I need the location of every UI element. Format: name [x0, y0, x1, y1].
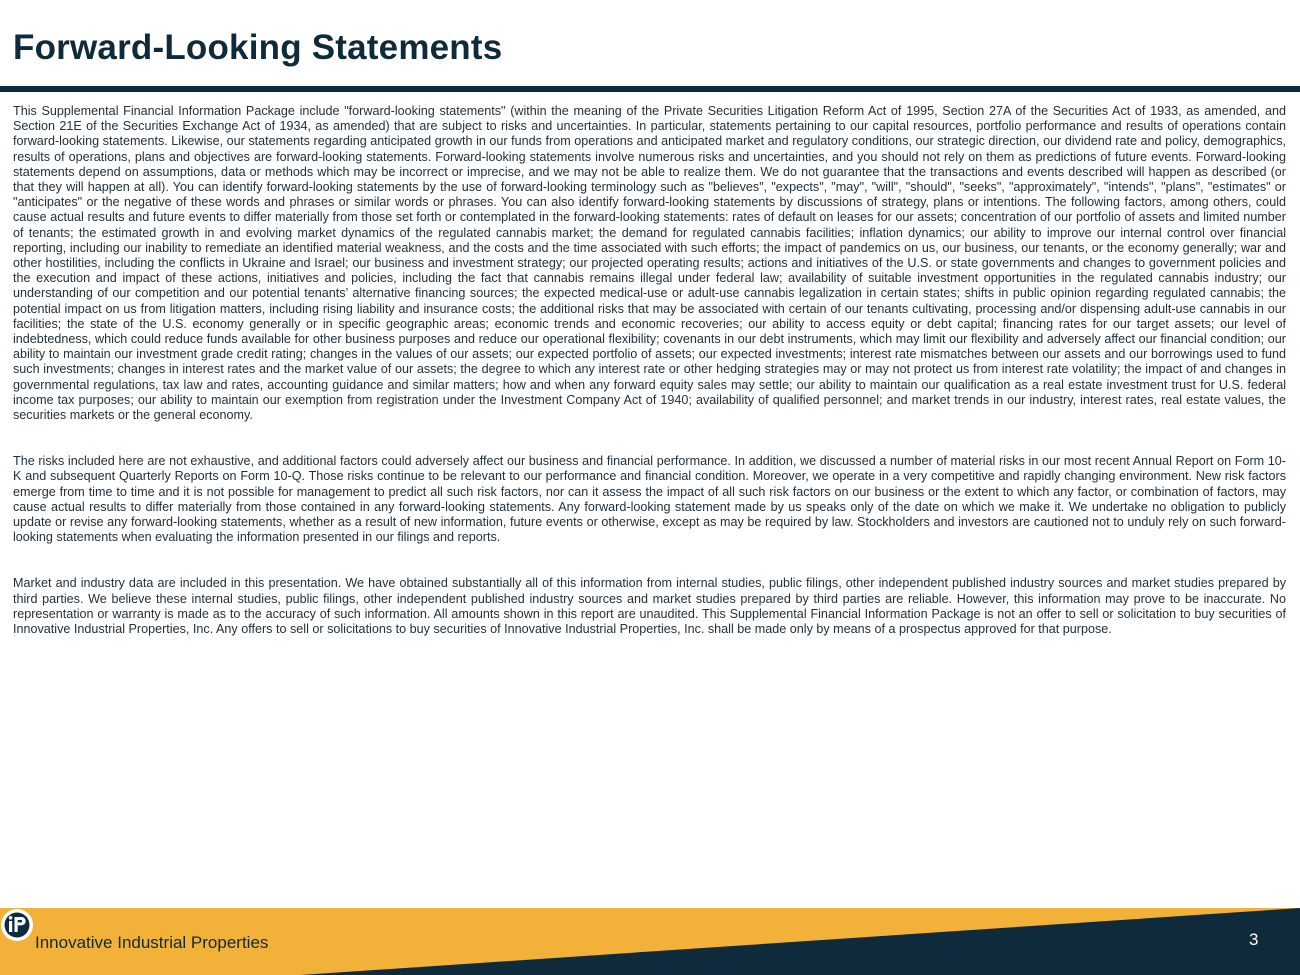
paragraph-risks: The risks included here are not exhaustive, and additional factors could adversely affect our business and financial performance. In addition, we discussed a number of material risks in our most recent Annual Report on Form 10-K and subsequent Quarterly Reports on Form 10-Q. Those risks continue to be relevant to our performance and financial condition. Moreover, we operate in a very competitive and rapidly changing environment. New risk factors emerge from time to time and it is not possible for management to predict all such risk factors, nor can it assess the impact of all such risk factors on our business or the extent to which any factor, or combination of factors, may cause actual results to differ materially from those contained in any forward-looking statements. Any forward-looking statement made by us speaks only of the date on which we make it. We undertake no obligation to publicly update or revise any forward-looking statements, whether as a result of new information, future events or otherwise, except as may be required by law. Stockholders and investors are cautioned not to unduly rely on such forward-looking statements when evaluating the information presented in our filings and reports.	[13, 454, 1286, 545]
paragraph-forward-looking: This Supplemental Financial Information Package include "forward-looking statements" (within the meaning of the Private Securities Litigation Reform Act of 1995, Section 27A of the Securities Act of 1933, as amended, and Section 21E of the Securities Exchange Act of 1934, as amended) that are subject to risks and uncertainties. In particular, statements pertaining to our capital resources, portfolio performance and results of operations contain forward-looking statements. Likewise, our statements regarding anticipated growth in our funds from operations and anticipated market and regulatory conditions, our strategic direction, our dividend rate and policy, demographics, results of operations, plans and objectives are forward-looking statements. Forward-looking statements involve numerous risks and uncertainties, and you should not rely on them as predictions of future events. Forward-looking statements depend on assumptions, data or methods which may be incorrect or imprecise, and we may not be able to realize them. We do not guarantee that the transactions and events described will happen as described (or that they will happen at all). You can identify forward-looking statements by the use of forward-looking terminology such as "believes", "expects", "may", "will", "should", "seeks", "approximately", "intends", "plans", "estimates" or "anticipates" or the negative of these words and phrases or similar words or phrases. You can also identify forward-looking statements by discussions of strategy, plans or intentions. The following factors, among others, could cause actual results and future events to differ materially from those set forth or contemplated in the forward-looking statements: rates of default on leases for our assets; concentration of our portfolio of assets and limited number of tenants; the estimated growth in and evolving market dynamics of the regulated cannabis market; the demand for regulated cannabis facilities; inflation dynamics; our ability to improve our internal control over financial reporting, including our inability to remediate an identified material weakness, and the costs and the time associated with such efforts; the impact of pandemics on us, our business, our tenants, or the economy generally; war and other hostilities, including the conflicts in Ukraine and Israel; our business and investment strategy; our projected operating results; actions and initiatives of the U.S. or state governments and changes to government policies and the execution and impact of these actions, initiatives and policies, including the fact that cannabis remains illegal under federal law; availability of suitable investment opportunities in the regulated cannabis industry; our understanding of our competition and our potential tenants’ alternative financing sources; the expected medical-use or adult-use cannabis legalization in certain states; shifts in public opinion regarding regulated cannabis; the potential impact on us from litigation matters, including rising liability and insurance costs; the additional risks that may be associated with certain of our tenants cultivating, processing and/or dispensing adult-use cannabis in our facilities; the state of the U.S. economy generally or in specific geographic areas; economic trends and economic recoveries; our ability to access equity or debt capital; financing rates for our target assets; our level of indebtedness, which could reduce funds available for other business purposes and reduce our operational flexibility; covenants in our debt instruments, which may limit our flexibility and adversely affect our financial condition; our ability to maintain our investment grade credit rating; changes in the values of our assets; our expected portfolio of assets; our expected investments; interest rate mismatches between our assets and our borrowings used to fund such investments; changes in interest rates and the market value of our assets; the degree to which any interest rate or other hedging strategies may or may not protect us from interest rate volatility; the impact of and changes in governmental regulations, tax law and rates, accounting guidance and similar matters; how and when any forward equity sales may settle; our ability to maintain our qualification as a real estate investment trust for U.S. federal income tax purposes; our ability to maintain our exemption from registration under the Investment Company Act of 1940; availability of qualified personnel; and market trends in our industry, interest rates, real estate values, the securities markets or the general economy.	[13, 104, 1286, 423]
company-name: Innovative Industrial Properties	[35, 933, 269, 952]
page-title: Forward-Looking Statements	[13, 28, 503, 67]
paragraph-market-data: Market and industry data are included in this presentation. We have obtained substantially all of this information from internal studies, public filings, other independent published industry sources and market studies prepared by third parties. We believe these internal studies, public filings, other independent published industry sources and market studies prepared by third parties are reliable. However, this information may prove to be inaccurate. No representation or warranty is made as to the accuracy of such information. All amounts shown in this report are unaudited. This Supplemental Financial Information Package is not an offer to sell or solicitation to buy securities of Innovative Industrial Properties, Inc. Any offers to sell or solicitations to buy securities of Innovative Industrial Properties, Inc. shall be made only by means of a prospectus approved for that purpose.	[13, 576, 1286, 637]
iip-logo-icon	[0, 908, 34, 942]
footer-band	[0, 908, 1300, 975]
statement-body	[13, 104, 1286, 668]
title-divider	[0, 86, 1300, 92]
page-number: 3	[1249, 930, 1259, 949]
